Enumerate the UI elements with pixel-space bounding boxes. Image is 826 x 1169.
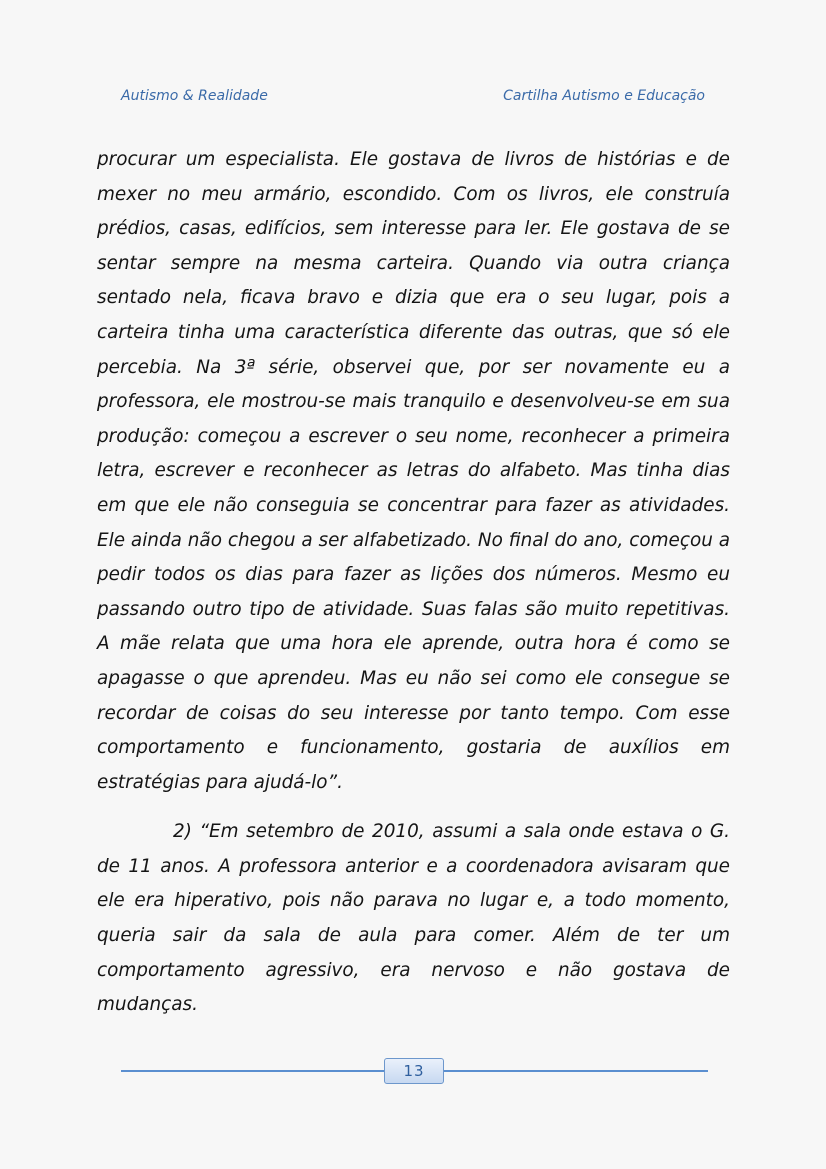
header-right-title: Cartilha Autismo e Educação [503,88,705,104]
header-left-title: Autismo & Realidade [121,88,268,104]
footer-divider-right [443,1070,708,1072]
page-number: 13 [384,1058,444,1084]
paragraph: procurar um especialista. Ele gostava de livros de histórias e de mexer no meu armário, escondido. Com os livros, ele construía prédios, casas, edifícios, sem interesse para ler. Ele gostava de se sentar sempre na mesma carteira. Quando via outra criança sentado nela, ficava bravo e dizia que era o seu lugar, pois a carteira tinha uma característica diferente das outras, que só ele percebia. Na 3ª série, observei que, por ser novamente eu a professora, ele mostrou-se mais tranquilo e desenvolveu-se em sua produção: começou a escrever o seu nome, reconhecer a primeira letra, escrever e reconhecer as letras do alfabeto. Mas tinha dias em que ele não conseguia se concentrar para fazer as atividades. Ele ainda não chegou a ser alfabetizado. No final do ano, começou a pedir todos os dias para fazer as lições dos números. Mesmo eu passando outro tipo de atividade. Suas falas são muito repetitivas. A mãe relata que uma hora ele aprende, outra hora é como se apagasse o que aprendeu. Mas eu não sei como ele consegue se recordar de coisas do seu interesse por tanto tempo. Com esse comportamento e funcionamento, gostaria de auxílios em estratégias para ajudá-lo”. [97,149,730,793]
footer-divider-left [121,1070,387,1072]
paragraph: 2) “Em setembro de 2010, assumi a sala onde estava o G. de 11 anos. A professora anterior e a coordenadora avisaram que ele era hiperativo, pois não parava no lugar e, a todo momento, queria sair da sala de aula para comer. Além de ter um comportamento agressivo, era nervoso e não gostava de mudanças. [97,821,730,1016]
body-text [97,143,730,1023]
